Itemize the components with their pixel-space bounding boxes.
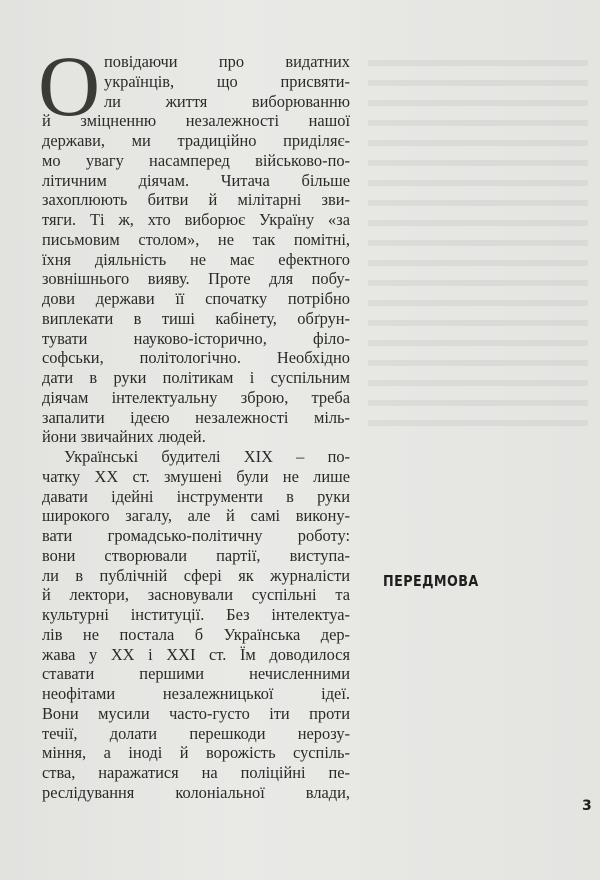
text-line: й лектори, засновували суспільні та: [42, 585, 350, 605]
text-line: вони створювали партії, виступа-: [42, 545, 350, 565]
text-line: письмовим столом», не так помітні,: [42, 229, 350, 249]
text-line: чатку XX ст. змушені були не лише: [42, 466, 350, 486]
text-line: тяги. Ті ж, хто виборює Україну «за: [42, 210, 350, 229]
text-line: ставати першими нечисленними: [42, 664, 350, 684]
text-line: тувати науково-історично, філо-: [42, 328, 350, 348]
bleed-through-text: [368, 60, 588, 440]
section-heading: ПЕРЕДМОВА: [383, 572, 479, 590]
paragraphs: [38, 38, 350, 803]
text-line: вати громадсько-політичну роботу:: [42, 526, 350, 545]
text-line: ства, наражатися на поліційні пе-: [42, 763, 350, 782]
text-line: зовнішнього вияву. Проте для побу-: [42, 269, 350, 289]
text-line: течії, долати перешкоди нерозу-: [42, 723, 350, 743]
text-line: давати ідейні інструменти в руки: [42, 486, 350, 506]
text-line: жава у XX і XXI ст. Їм доводилося: [42, 644, 350, 664]
text-line: українців, що присвяти-: [104, 71, 350, 91]
text-line: запалити ідеєю незалежності міль-: [42, 407, 350, 427]
text-line: лів не постала б Українська дер-: [42, 624, 350, 644]
text-line: дати в руки політикам і суспільним: [42, 368, 350, 387]
text-line: літичним діячам. Читача більше: [42, 170, 350, 190]
drop-cap: О: [38, 38, 101, 134]
text-line: культурні інституції. Без інтелектуа-: [42, 605, 350, 624]
text-line: й зміцненню незалежності нашої: [42, 111, 350, 131]
text-line: мо увагу насамперед військово-по-: [42, 150, 350, 170]
text-line: широкого загалу, але й самі викону-: [42, 506, 350, 526]
text-line: держави, ми традиційно приділяє-: [42, 131, 350, 150]
text-line: діячам інтелектуальну зброю, треба: [42, 387, 350, 407]
text-line: неофітами незалежницької ідеї.: [42, 684, 350, 703]
text-line: ли життя виборюванню: [104, 91, 350, 111]
text-line: міння, а іноді й ворожість суспіль-: [42, 743, 350, 763]
text-line: повідаючи про видатних: [104, 52, 350, 71]
text-line: ли в публічній сфері як журналісти: [42, 565, 350, 585]
text-line: Українські будителі XIX – по-: [64, 447, 350, 466]
text-line: їхня діяльність не має ефектного: [42, 249, 350, 269]
text-line: виплекати в тиші кабінету, обґрун-: [42, 308, 350, 328]
text-line: дови держави її спочатку потрібно: [42, 289, 350, 308]
text-line: йони звичайних людей.: [42, 427, 206, 447]
text-line: реслідування колоніальної влади,: [42, 782, 350, 802]
text-line: захоплюють битви й мілітарні зви-: [42, 190, 350, 210]
text-line: Вони мусили часто-густо іти проти: [42, 703, 350, 723]
body-text-column: [38, 38, 350, 803]
page-number: 3: [582, 798, 592, 814]
text-line: софськи, політологічно. Необхідно: [42, 348, 350, 368]
